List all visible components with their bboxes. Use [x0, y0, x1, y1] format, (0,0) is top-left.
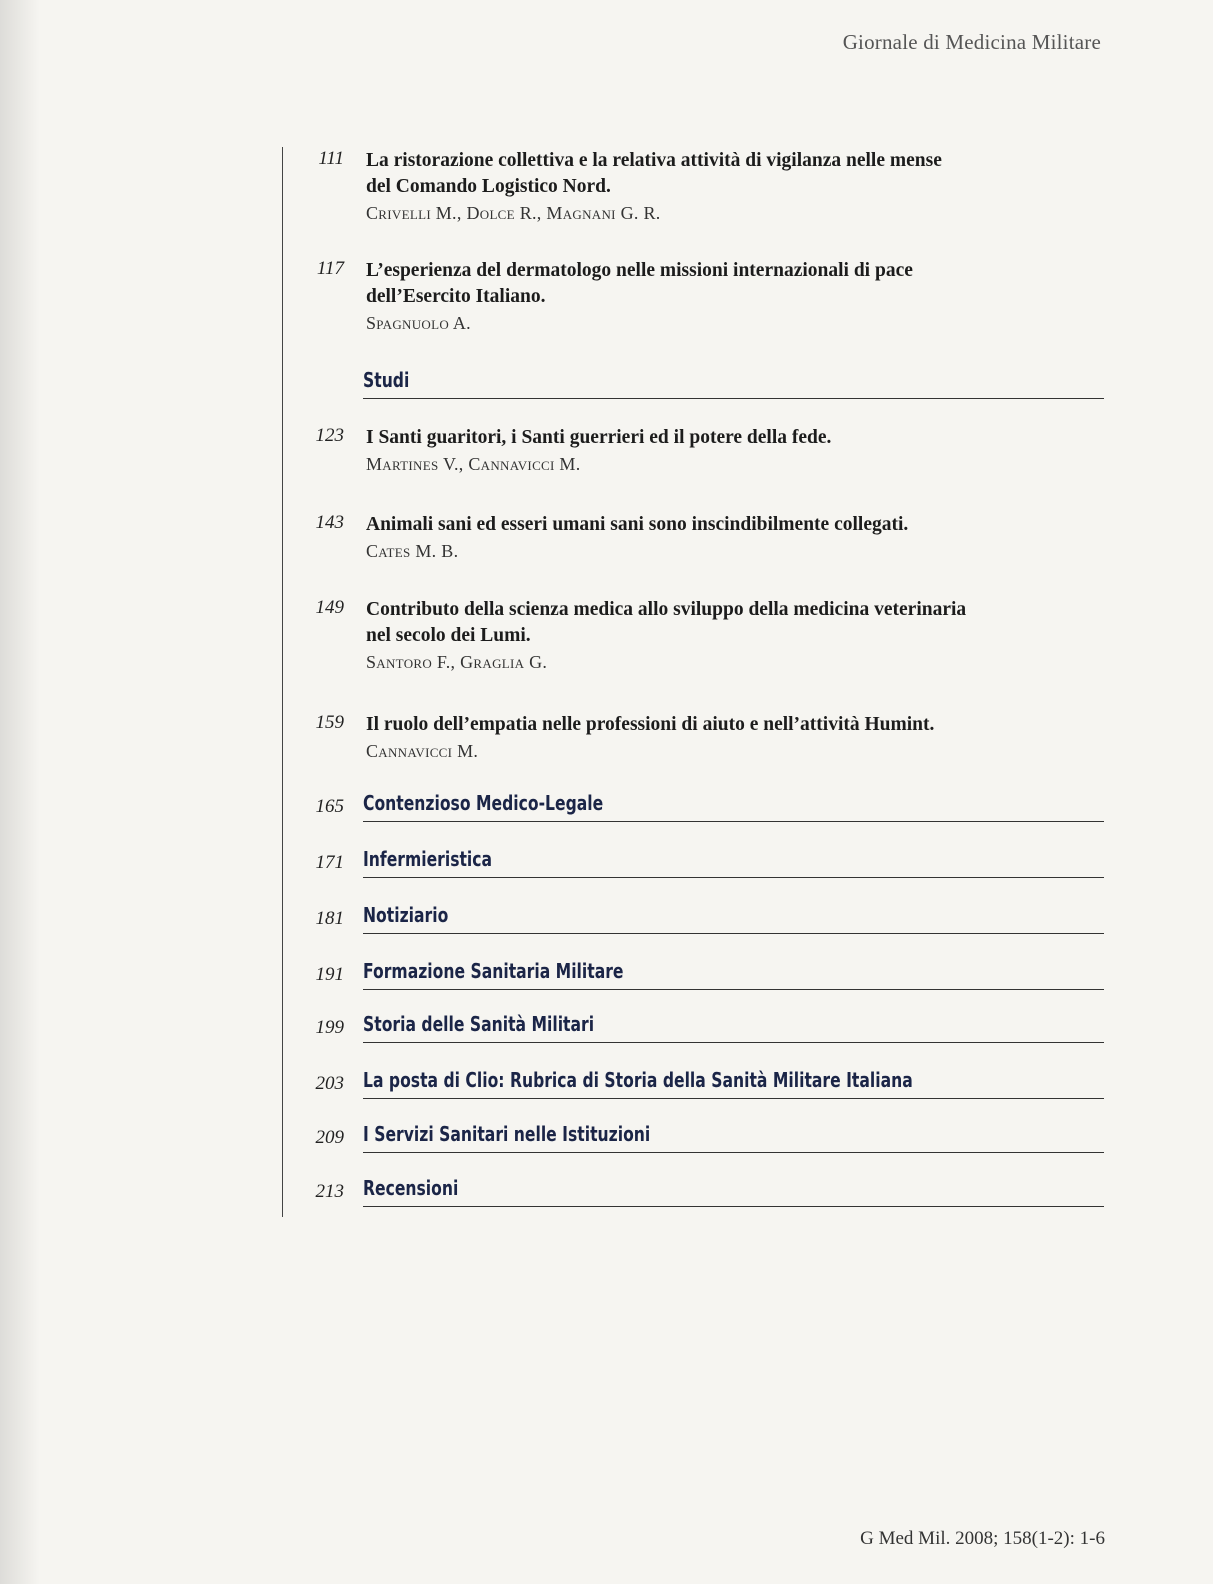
section-heading-studi — [363, 366, 1104, 399]
section-title: Recensioni — [363, 1176, 459, 1200]
contents-vertical-rule — [282, 147, 283, 1217]
section-page-number: 181 — [315, 908, 344, 929]
section-row[interactable] — [363, 957, 1104, 990]
article-page-number: 159 — [315, 712, 344, 733]
article-title-line: L’esperienza del dermatologo nelle missioni internazionali di pace — [366, 260, 913, 281]
article-authors: Cates M. B. — [366, 541, 459, 561]
article-page-number: 149 — [315, 597, 344, 618]
article-entry[interactable] — [366, 712, 1056, 764]
section-page-number: 171 — [315, 852, 344, 873]
article-page-number: 111 — [318, 148, 344, 169]
article-entry[interactable] — [366, 148, 1056, 226]
article-authors: Spagnuolo A. — [366, 313, 471, 333]
section-title: Formazione Sanitaria Militare — [363, 959, 624, 983]
page-edge-shadow — [0, 0, 40, 1584]
article-authors: Cannavicci M. — [366, 741, 479, 761]
section-row[interactable] — [363, 901, 1104, 934]
article-title-line: del Comando Logistico Nord. — [366, 176, 611, 197]
article-title-line: I Santi guaritori, i Santi guerrieri ed il potere della fede. — [366, 427, 832, 448]
section-page-number: 209 — [315, 1127, 344, 1148]
section-page-number: 191 — [315, 964, 344, 985]
section-title: Infermieristica — [363, 847, 493, 871]
article-title-line: Contributo della scienza medica allo sviluppo della medicina veterinaria — [366, 599, 967, 620]
section-row[interactable] — [363, 1010, 1104, 1043]
section-row[interactable] — [363, 1066, 1104, 1099]
article-authors: Martines V., Cannavicci M. — [366, 454, 581, 474]
section-page-number: 213 — [315, 1181, 344, 1202]
article-title-line: Animali sani ed esseri umani sani sono inscindibilmente collegati. — [366, 514, 909, 535]
article-title-line: dell’Esercito Italiano. — [366, 286, 546, 307]
section-page-number: 203 — [315, 1073, 344, 1094]
section-row[interactable] — [363, 1120, 1104, 1153]
article-page-number: 117 — [316, 258, 344, 279]
article-authors: Crivelli M., Dolce R., Magnani G. R. — [366, 203, 661, 223]
article-entry[interactable] — [366, 425, 1056, 477]
section-row[interactable] — [363, 845, 1104, 878]
article-page-number: 123 — [315, 425, 344, 446]
article-title-line: La ristorazione collettiva e la relativa attività di vigilanza nelle mense — [366, 150, 942, 171]
article-title-line: nel secolo dei Lumi. — [366, 625, 531, 646]
article-entry[interactable] — [366, 597, 1056, 675]
section-title: I Servizi Sanitari nelle Istituzioni — [363, 1122, 651, 1146]
section-row[interactable] — [363, 1174, 1104, 1207]
article-entry[interactable] — [366, 258, 1056, 336]
section-title: Storia delle Sanità Militari — [363, 1012, 595, 1036]
section-page-number: 199 — [315, 1017, 344, 1038]
section-title: Contenzioso Medico-Legale — [363, 791, 604, 815]
article-authors: Santoro F., Graglia G. — [366, 652, 548, 672]
article-page-number: 143 — [315, 512, 344, 533]
section-page-number: 165 — [315, 796, 344, 817]
journal-header: Giornale di Medicina Militare — [842, 30, 1101, 54]
section-title: La posta di Clio: Rubrica di Storia della Sanità Militare Italiana — [363, 1068, 913, 1092]
journal-citation: G Med Mil. 2008; 158(1-2): 1-6 — [860, 1528, 1105, 1549]
article-entry[interactable] — [366, 512, 1056, 564]
section-title: Notiziario — [363, 903, 449, 927]
section-row[interactable] — [363, 789, 1104, 822]
article-title-line: Il ruolo dell’empatia nelle professioni di aiuto e nell’attività Humint. — [366, 714, 935, 735]
section-title: Studi — [363, 368, 410, 392]
